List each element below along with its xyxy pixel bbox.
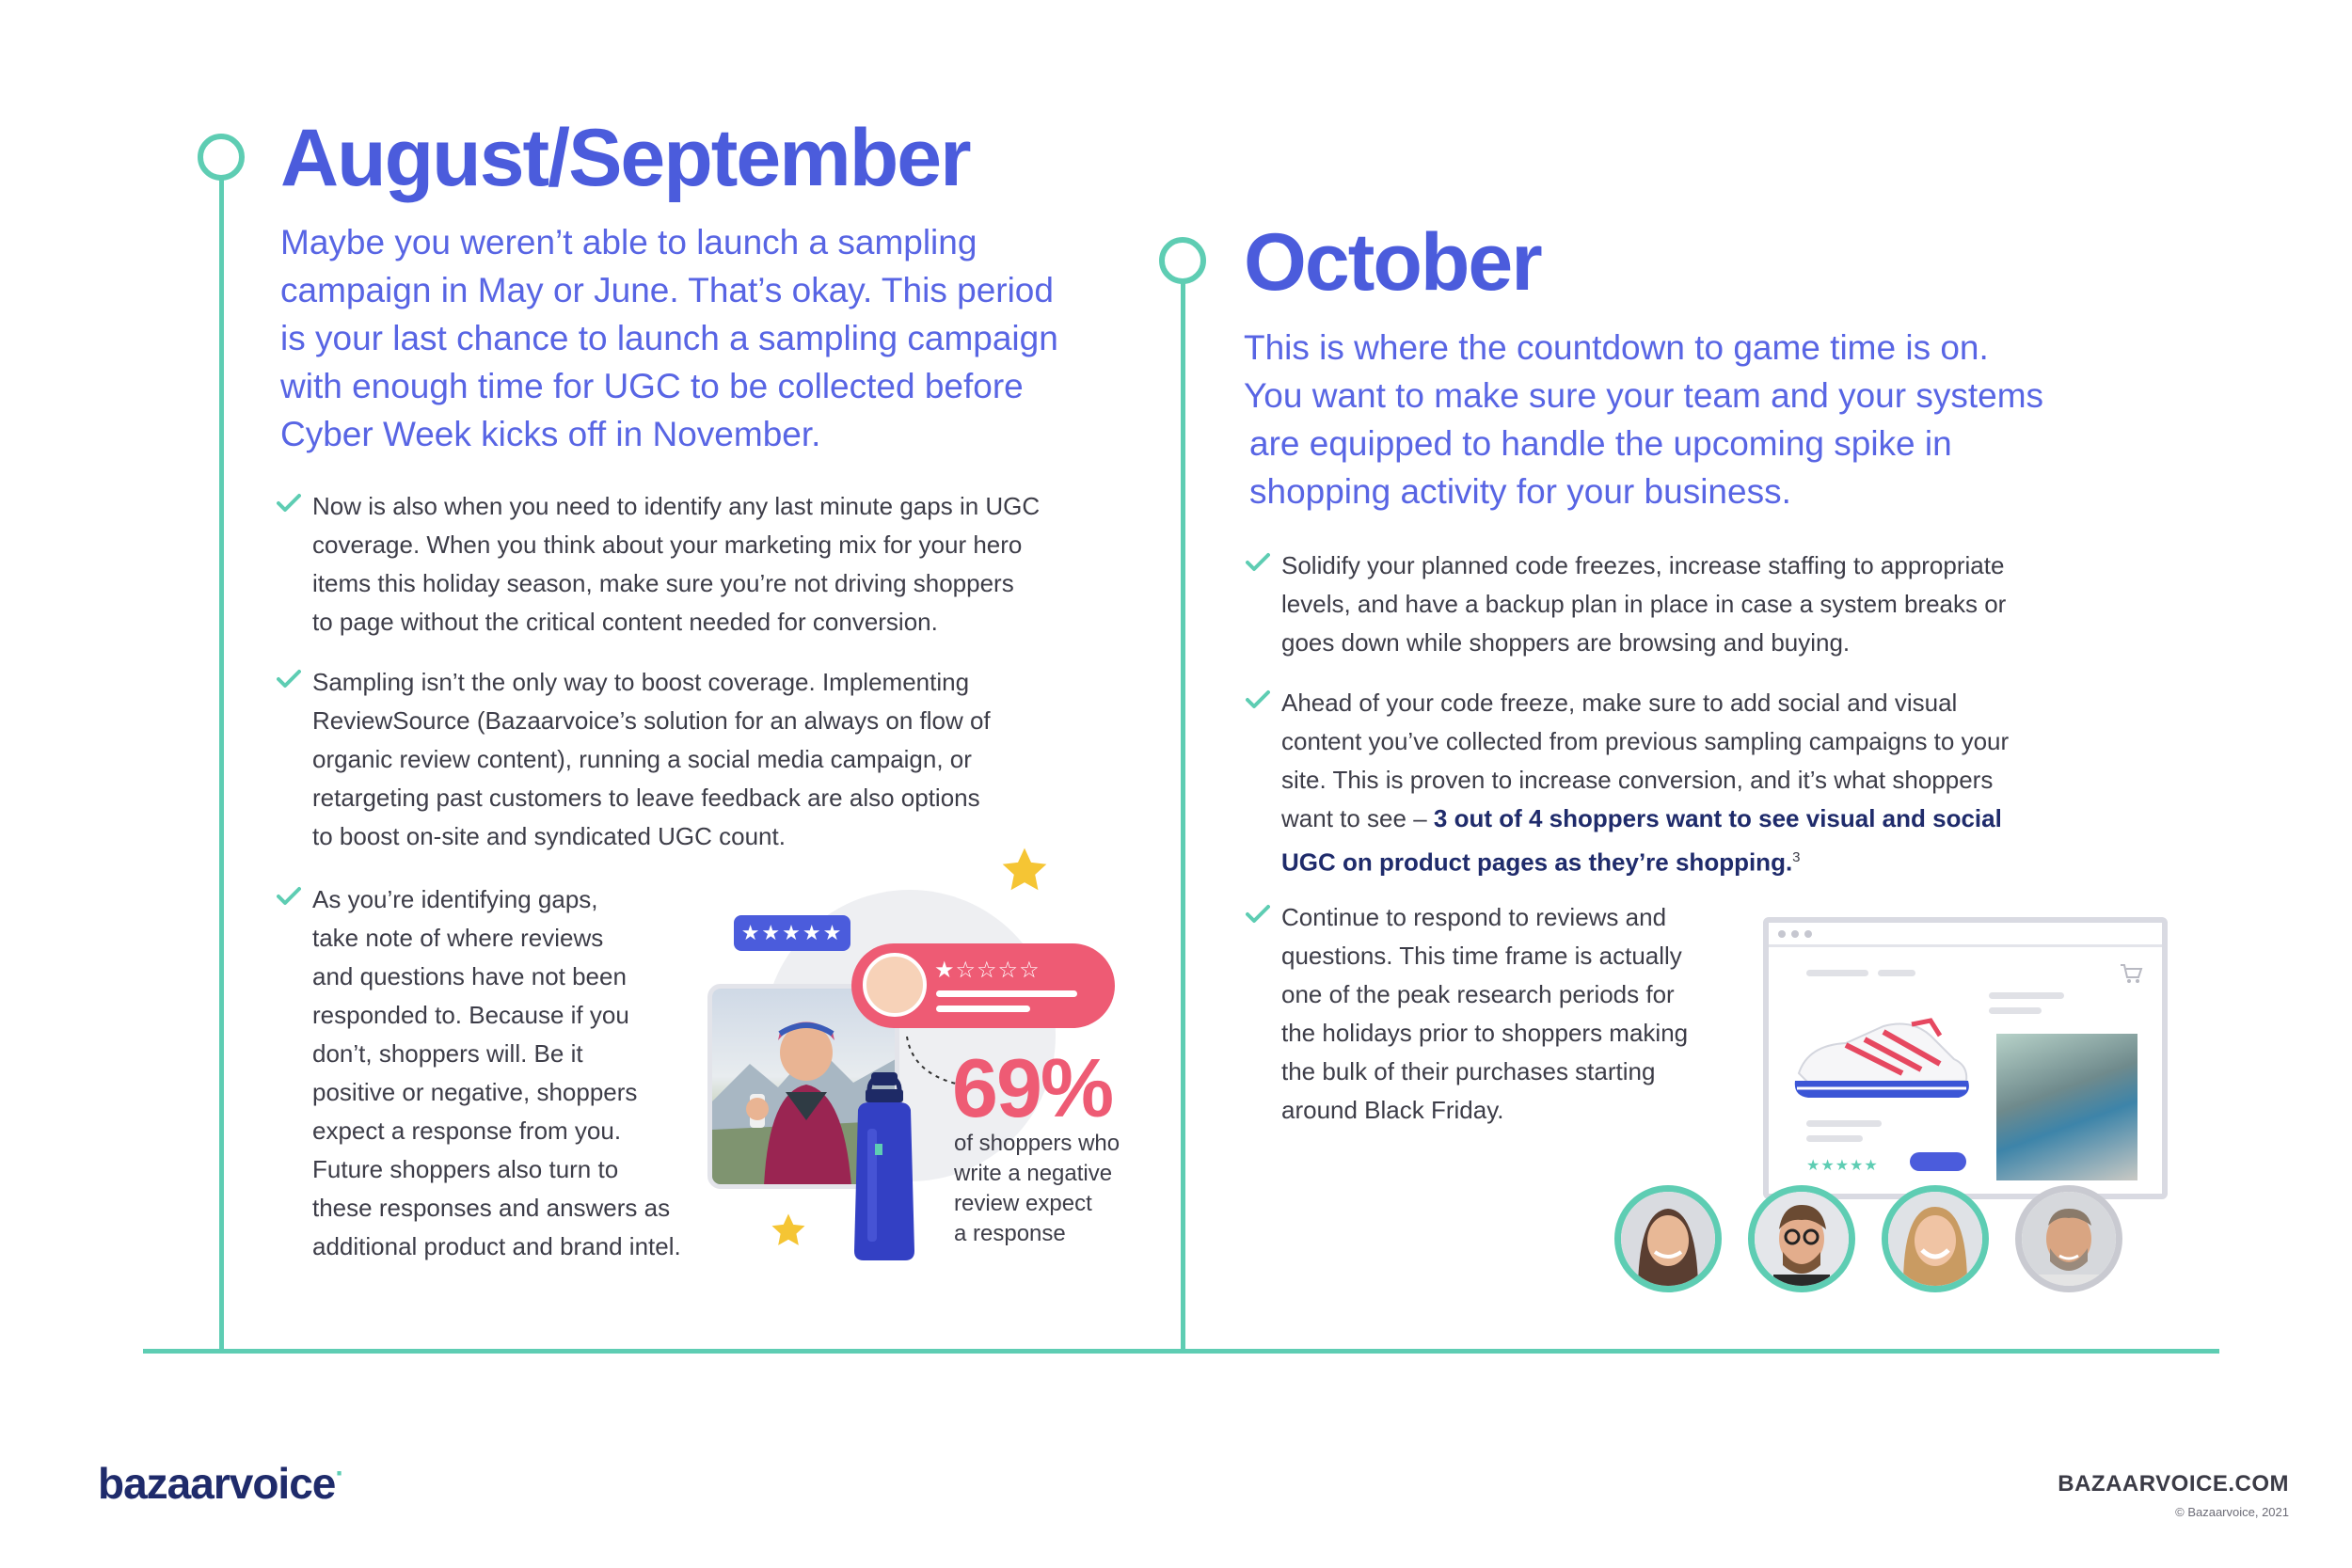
customer-avatar (1748, 1185, 1855, 1292)
bullet-line: to boost on-site and syndicated UGC count. (312, 822, 786, 850)
stat-caption-line: review expect (954, 1191, 1092, 1216)
product-page-mockup (1763, 917, 2168, 1199)
customer-face (2022, 1192, 2116, 1286)
highlight-stat: 3 out of 4 shoppers want to see visual and social (1433, 804, 2002, 832)
highlight-stat: UGC on product pages as they’re shopping. (1281, 847, 1793, 877)
timeline-node-aug-sep (198, 134, 245, 181)
check-icon (1246, 552, 1270, 573)
star-icon (768, 1211, 809, 1250)
bullet-line: questions. This time frame is actually (1281, 942, 1682, 970)
bullet-line: retargeting past customers to leave feedback are also options (312, 784, 980, 812)
copyright-notice: © Bazaarvoice, 2021 (2175, 1505, 2289, 1519)
aug-sep-bullet-sampling (312, 663, 991, 856)
aug-sep-lead (280, 218, 1058, 458)
customer-face (1755, 1192, 1849, 1286)
nav-placeholder (1806, 970, 1868, 976)
timeline-baseline (143, 1349, 2219, 1354)
bullet-line: items this holiday season, make sure you’re not driving shoppers (312, 569, 1014, 597)
bullet-line: around Black Friday. (1281, 1096, 1504, 1124)
aug-sep-bullet-responses (312, 880, 681, 1266)
check-icon (277, 886, 301, 907)
water-bottle-icon (849, 1072, 920, 1262)
lead-line: This is where the countdown to game time is on. (1244, 328, 1989, 367)
reviewer-avatar (863, 953, 927, 1017)
bullet-line: levels, and have a backup plan in place in case a system breaks or (1281, 590, 2007, 618)
bullet-line: the holidays prior to shoppers making (1281, 1019, 1689, 1047)
website-link[interactable]: BAZAARVOICE.COM (2058, 1471, 2289, 1497)
bullet-line: one of the peak research periods for (1281, 980, 1675, 1008)
bullet-line (1281, 800, 2009, 838)
lead-line: Maybe you weren’t able to launch a sampling (280, 223, 977, 261)
lead-line: are equipped to handle the upcoming spike in (1249, 424, 1952, 463)
sneaker-image (1789, 1007, 1978, 1111)
bullet-line: As you’re identifying gaps, (312, 885, 598, 913)
october-bullet-respond (1281, 898, 1688, 1130)
window-dot (1804, 930, 1812, 938)
footnote-marker: 3 (1792, 849, 1801, 865)
bullet-line: expect a response from you. (312, 1117, 622, 1145)
stat-caption-line: a response (954, 1221, 1066, 1246)
october-bullet-social-content (1281, 684, 2009, 882)
timeline-node-october (1159, 237, 1206, 284)
bullet-line: Now is also when you need to identify any last minute gaps in UGC (312, 492, 1041, 520)
bullet-line: site. This is proven to increase conversion, and it’s what shoppers (1281, 766, 1994, 794)
october-heading: October (1244, 217, 1541, 308)
browser-titlebar (1769, 923, 2162, 947)
bullet-line: positive or negative, shoppers (312, 1078, 638, 1106)
october-bullet-code-freeze (1281, 546, 2006, 662)
customer-avatar (2015, 1185, 2122, 1292)
check-icon (1246, 904, 1270, 925)
review-rating-stars: ★☆☆☆☆ (934, 958, 1041, 983)
bullet-line: Sampling isn’t the only way to boost coverage. Implementing (312, 668, 970, 696)
bullet-line: don’t, shoppers will. Be it (312, 1039, 583, 1068)
product-title-placeholder (1989, 1007, 2042, 1014)
star-icon (997, 844, 1052, 896)
bullet-line: to page without the critical content needed for conversion. (312, 608, 938, 636)
runner-ugc-photo (1996, 1034, 2137, 1180)
window-dot (1791, 930, 1799, 938)
bullet-line: responded to. Because if you (312, 1001, 629, 1029)
bullet-line: organic review content), running a social media campaign, or (312, 745, 972, 773)
review-text-line (936, 990, 1077, 997)
bullet-line: content you’ve collected from previous sampling campaigns to your (1281, 727, 2010, 755)
cart-icon (2119, 962, 2143, 985)
nav-placeholder (1878, 970, 1915, 976)
customer-avatar (1614, 1185, 1722, 1292)
aug-sep-heading: August/September (280, 113, 970, 203)
bullet-line: ReviewSource (Bazaarvoice’s solution for an always on flow of (312, 706, 991, 735)
lead-line: campaign in May or June. That’s okay. This period (280, 271, 1054, 309)
bullet-line: goes down while shoppers are browsing and buying. (1281, 628, 1851, 657)
bullet-line: and questions have not been (312, 962, 627, 990)
rating-badge: ★★★★★ (734, 915, 850, 951)
description-placeholder (1806, 1135, 1863, 1142)
lead-line: You want to make sure your team and your systems (1244, 376, 2044, 415)
stat-value: 69% (952, 1041, 1113, 1134)
negative-review-bubble (851, 943, 1115, 1028)
bullet-line: the bulk of their purchases starting (1281, 1057, 1656, 1085)
description-placeholder (1806, 1120, 1882, 1127)
check-icon (277, 669, 301, 689)
bullet-line: Future shoppers also turn to (312, 1155, 619, 1183)
bullet-line: these responses and answers as (312, 1194, 671, 1222)
logo-text: bazaarvoice (98, 1459, 336, 1508)
stat-caption-line: write a negative (954, 1161, 1113, 1186)
lead-line: with enough time for UGC to be collected before (280, 367, 1024, 405)
lead-line: Cyber Week kicks off in November. (280, 415, 821, 453)
bullet-line: additional product and brand intel. (312, 1232, 681, 1260)
check-icon (1246, 689, 1270, 710)
october-lead (1244, 324, 2043, 515)
add-to-cart-button (1910, 1152, 1966, 1171)
bullet-text: want to see – (1281, 804, 1434, 832)
bullet-line (1281, 838, 2009, 882)
stat-caption-line: of shoppers who (954, 1131, 1120, 1156)
bazaarvoice-logo (98, 1458, 343, 1509)
check-icon (277, 493, 301, 514)
timeline-left-stem (219, 179, 224, 1353)
bullet-line: take note of where reviews (312, 924, 604, 952)
product-title-placeholder (1989, 992, 2064, 999)
customer-face (1621, 1192, 1715, 1286)
customer-avatar (1882, 1185, 1989, 1292)
aug-sep-bullet-gaps (312, 487, 1040, 641)
bullet-line: coverage. When you think about your marketing mix for your hero (312, 531, 1023, 559)
stat-caption (954, 1129, 1120, 1249)
bullet-line: Continue to respond to reviews and (1281, 903, 1667, 931)
review-text-line (936, 1006, 1030, 1012)
customer-face (1888, 1192, 1982, 1286)
bullet-line: Ahead of your code freeze, make sure to add social and visual (1281, 689, 1958, 717)
window-dot (1778, 930, 1786, 938)
bullet-line: Solidify your planned code freezes, increase staffing to appropriate (1281, 551, 2005, 579)
lead-line: is your last chance to launch a sampling campaign (280, 319, 1058, 357)
logo-mark: · (335, 1458, 344, 1489)
lead-line: shopping activity for your business. (1249, 472, 1791, 511)
timeline-right-stem (1181, 280, 1185, 1353)
product-rating-stars: ★★★★★ (1806, 1158, 1879, 1174)
